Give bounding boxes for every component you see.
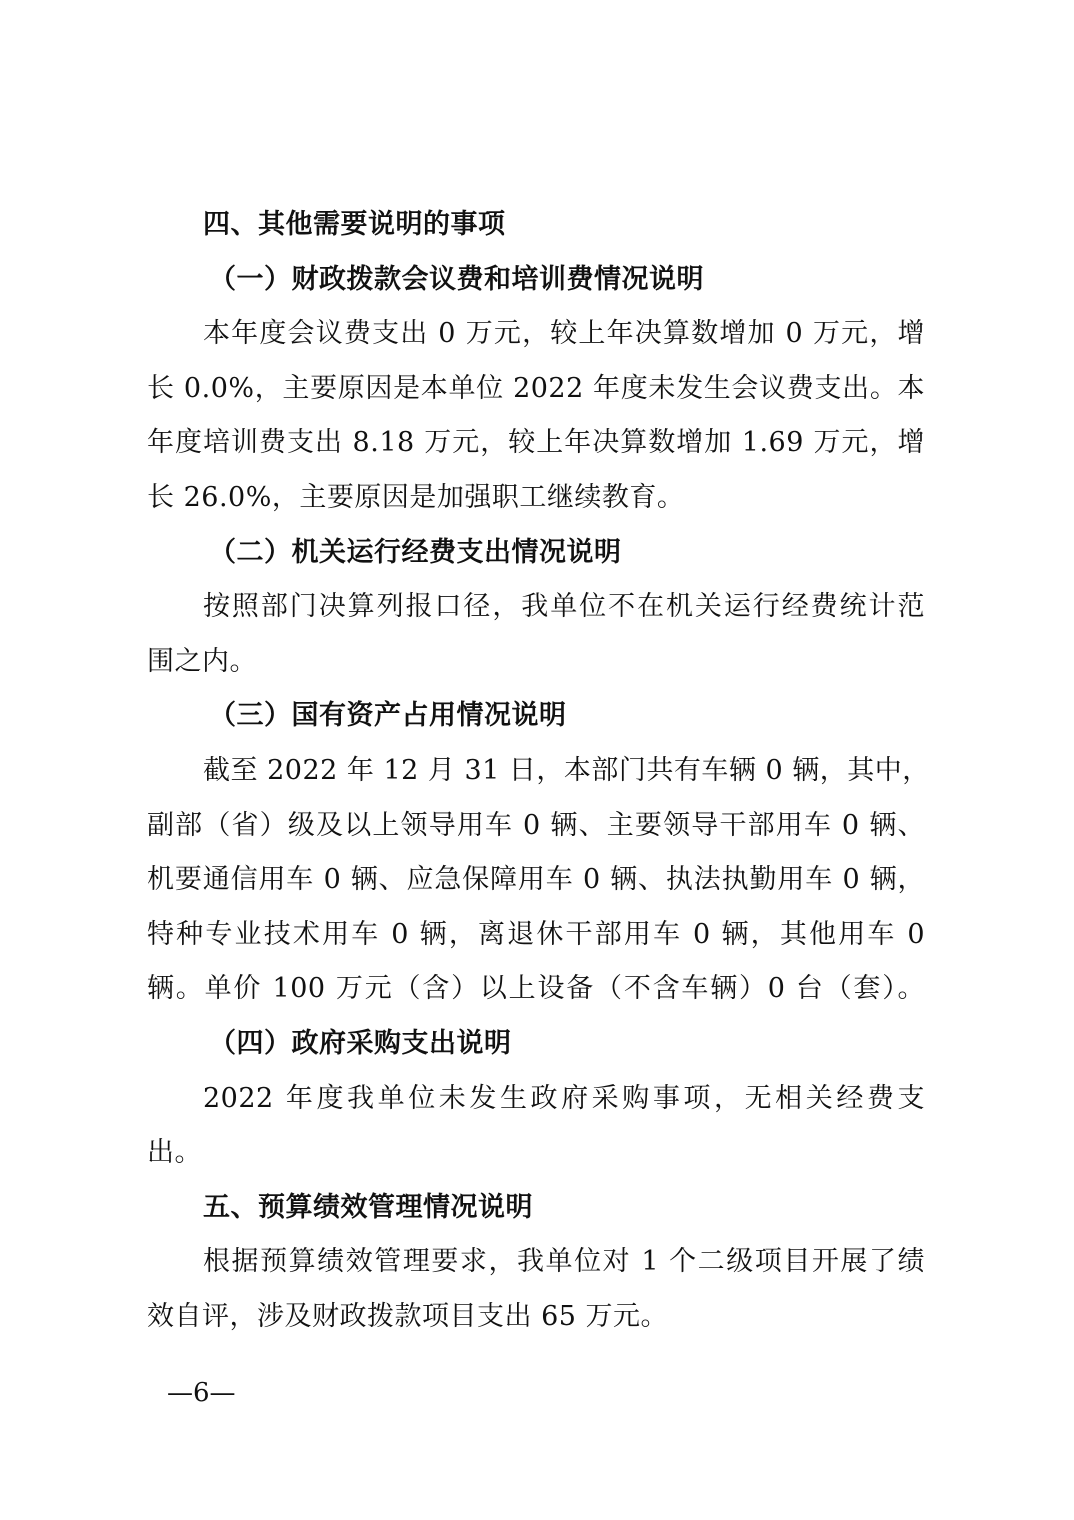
subheading-operating-expenses: （二）机关运行经费支出情况说明 (209, 536, 622, 568)
paragraph-line: 长 26.0%，主要原因是加强职工继续教育。 (147, 481, 685, 513)
paragraph-line: 本年度会议费支出 0 万元，较上年决算数增加 0 万元，增 (203, 318, 925, 350)
paragraph-line: 截至 2022 年 12 月 31 日，本部门共有车辆 0 辆，其中， (203, 754, 930, 786)
paragraph-line: 长 0.0%，主要原因是本单位 2022 年度未发生会议费支出。本 (147, 372, 925, 404)
paragraph-line: 机要通信用车 0 辆、应急保障用车 0 辆、执法执勤用车 0 辆， (147, 864, 925, 896)
subheading-procurement: （四）政府采购支出说明 (209, 1027, 512, 1059)
paragraph-line: 2022 年度我单位未发生政府采购事项，无相关经费支 (203, 1082, 925, 1114)
subheading-meeting-training: （一）财政拨款会议费和培训费情况说明 (209, 263, 704, 295)
paragraph-line: 特种专业技术用车 0 辆，离退休干部用车 0 辆，其他用车 0 (147, 918, 925, 950)
section-heading-five: 五、预算绩效管理情况说明 (203, 1191, 533, 1223)
paragraph-line: 按照部门决算列报口径，我单位不在机关运行经费统计范 (203, 591, 925, 623)
subheading-state-assets: （三）国有资产占用情况说明 (209, 700, 567, 732)
paragraph-line: 辆。单价 100 万元（含）以上设备（不含车辆）0 台（套）。 (147, 973, 925, 1005)
section-heading-four: 四、其他需要说明的事项 (203, 209, 506, 240)
paragraph-line: 根据预算绩效管理要求，我单位对 1 个二级项目开展了绩 (203, 1246, 925, 1278)
page-number: —6— (167, 1378, 236, 1408)
paragraph-line: 副部（省）级及以上领导用车 0 辆、主要领导干部用车 0 辆、 (147, 809, 925, 841)
paragraph-line: 出。 (147, 1137, 202, 1169)
paragraph-line: 效自评，涉及财政拨款项目支出 65 万元。 (147, 1300, 669, 1332)
document-body (147, 198, 930, 1344)
paragraph-line: 围之内。 (147, 645, 257, 677)
paragraph-line: 年度培训费支出 8.18 万元，较上年决算数增加 1.69 万元，增 (147, 427, 925, 459)
